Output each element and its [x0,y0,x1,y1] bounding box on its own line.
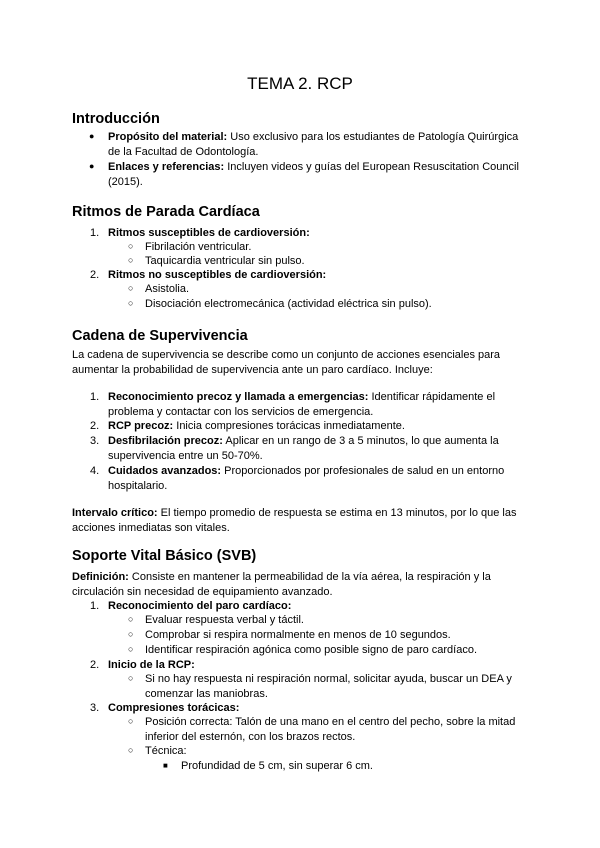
list-number: 4. [90,465,100,477]
section-heading-ritmos: Ritmos de Parada Cardíaca [72,204,260,220]
circle-bullet-icon: ○ [128,716,134,726]
sub-item: Disociación electromecánica (actividad eléctrica sin pulso). [145,298,432,310]
list-item: Enlaces y referencias: Incluyen videos y guías del European Resuscitation Council [108,161,519,173]
bullet-icon: ● [89,161,95,171]
circle-bullet-icon: ○ [128,629,134,639]
paragraph-line: La cadena de supervivencia se describe como un conjunto de acciones esenciales para [72,349,501,361]
list-item: Cuidados avanzados: Proporcionados por profesionales de salud en un entorno [108,465,505,477]
section-heading-cadena: Cadena de Supervivencia [72,328,248,344]
list-item: Reconocimiento precoz y llamada a emergencias: Identificar rápidamente el [108,391,496,403]
page-title: TEMA 2. RCP [247,74,353,93]
circle-bullet-icon: ○ [128,644,134,654]
paragraph-line: circulación sin necesidad de equipamiento avanzado. [72,586,333,598]
sub-item: Posición correcta: Talón de una mano en el centro del pecho, sobre la mitad [145,716,516,728]
paragraph-line: aumentar la probabilidad de supervivencia ante un paro cardíaco. Incluye: [72,364,433,376]
section-heading-introduccion: Introducción [72,111,160,127]
list-item-cont: de la Facultad de Odontología. [108,146,259,158]
sub-item: Identificar respiración agónica como posible signo de paro cardíaco. [145,644,478,656]
sub-item: Si no hay respuesta ni respiración normal, solicitar ayuda, buscar un DEA y [145,673,512,685]
list-number: 2. [90,269,100,281]
circle-bullet-icon: ○ [128,255,134,265]
list-item: Ritmos susceptibles de cardioversión: [108,227,310,239]
list-number: 3. [90,435,100,447]
definition: Definición: Consiste en mantener la permeabilidad de la vía aérea, la respiración y la [72,571,491,583]
list-number: 1. [90,391,100,403]
sub-item: Taquicardia ventricular sin pulso. [145,255,305,267]
sub-item: Evaluar respuesta verbal y táctil. [145,614,304,626]
list-item: Compresiones torácicas: [108,702,240,714]
list-item: Desfibrilación precoz: Aplicar en un rango de 3 a 5 minutos, lo que aumenta la [108,435,499,447]
section-heading-svb: Soporte Vital Básico (SVB) [72,548,257,564]
list-item-cont: problema y contactar con los servicios de emergencia. [108,406,374,418]
critical-interval: Intervalo crítico: El tiempo promedio de respuesta se estima en 13 minutos, por lo que las [72,507,517,519]
list-item-cont: supervivencia entre un 50-70%. [108,450,263,462]
list-item-cont: hospitalario. [108,480,168,492]
circle-bullet-icon: ○ [128,673,134,683]
list-number: 2. [90,420,100,432]
circle-bullet-icon: ○ [128,298,134,308]
bullet-icon: ● [89,131,95,141]
list-item: RCP precoz: Inicia compresiones torácicas inmediatamente. [108,420,405,432]
list-item: Propósito del material: Uso exclusivo para los estudiantes de Patología Quirúrgica [108,131,519,143]
circle-bullet-icon: ○ [128,745,134,755]
sub-item-cont: comenzar las maniobras. [145,688,268,700]
list-number: 1. [90,600,100,612]
sub-item-cont: inferior del esternón, con los brazos rectos. [145,731,356,743]
list-number: 2. [90,659,100,671]
list-item: Ritmos no susceptibles de cardioversión: [108,269,327,281]
sub-item: Fibrilación ventricular. [145,241,252,253]
sub-sub-item: Profundidad de 5 cm, sin superar 6 cm. [181,760,373,772]
list-item-cont: (2015). [108,176,143,188]
paragraph-line: acciones inmediatas son vitales. [72,522,230,534]
sub-item: Comprobar si respira normalmente en menos de 10 segundos. [145,629,451,641]
list-number: 3. [90,702,100,714]
sub-item: Técnica: [145,745,187,757]
sub-item: Asistolia. [145,283,190,295]
list-item: Inicio de la RCP: [108,659,195,671]
circle-bullet-icon: ○ [128,283,134,293]
circle-bullet-icon: ○ [128,241,134,251]
list-item: Reconocimiento del paro cardíaco: [108,600,292,612]
square-bullet-icon: ■ [163,761,168,770]
circle-bullet-icon: ○ [128,614,134,624]
list-number: 1. [90,227,100,239]
